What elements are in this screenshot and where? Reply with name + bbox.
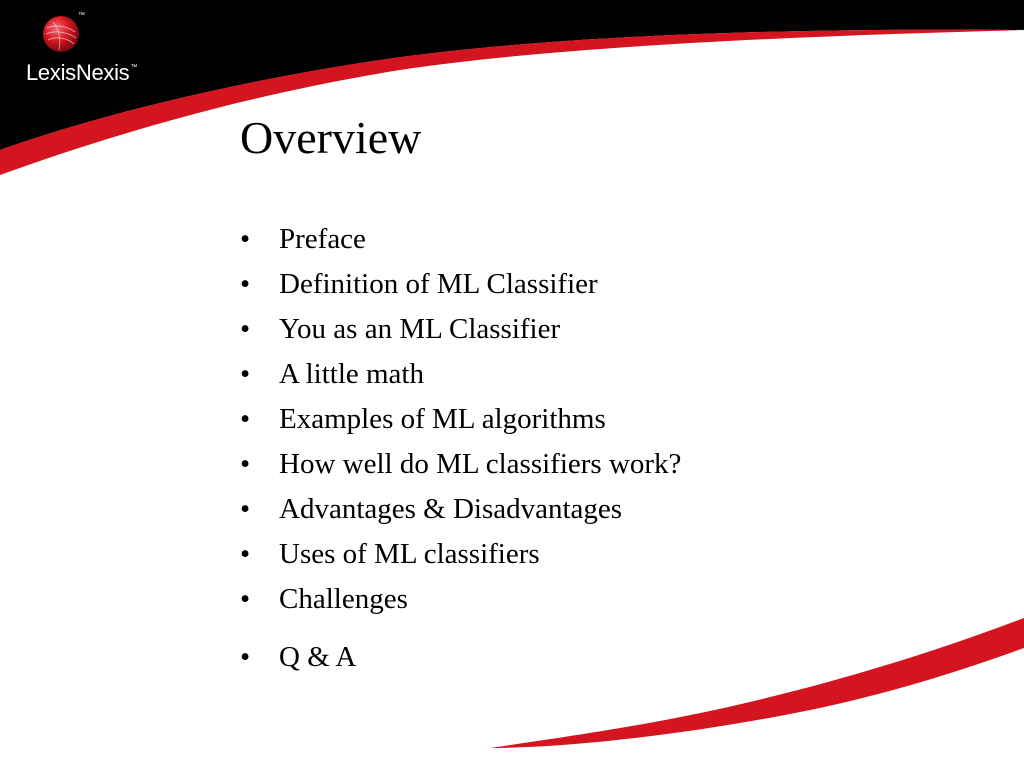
bullet-item xyxy=(240,262,681,307)
logo-wordmark-text: LexisNexis xyxy=(26,60,130,85)
bullet-text: Definition of ML Classifier xyxy=(279,268,598,300)
bullet-item xyxy=(240,635,681,680)
bullet-text: Challenges xyxy=(279,583,408,615)
bullet-item xyxy=(240,397,681,442)
slide-title: Overview xyxy=(240,112,422,163)
lexisnexis-logo xyxy=(26,12,176,92)
lexisnexis-globe-icon xyxy=(41,14,81,54)
bullet-marker: • xyxy=(240,448,251,480)
bullet-item xyxy=(240,352,681,397)
bullet-item xyxy=(240,577,681,622)
bullet-item xyxy=(240,442,681,487)
bullet-text: Uses of ML classifiers xyxy=(279,538,540,570)
bullet-item xyxy=(240,217,681,262)
bullet-item xyxy=(240,487,681,532)
bullet-text: Advantages & Disadvantages xyxy=(279,493,623,525)
logo-wordmark-trademark: ™ xyxy=(130,64,138,71)
bullet-item xyxy=(240,307,681,352)
bullet-marker: • xyxy=(240,538,251,570)
bullet-marker: • xyxy=(240,641,251,673)
bullet-list xyxy=(240,217,681,680)
bullet-marker: • xyxy=(240,223,251,255)
bullet-text: Q & A xyxy=(279,641,357,673)
bullet-item xyxy=(240,532,681,577)
bullet-text: A little math xyxy=(279,358,424,390)
bullet-marker: • xyxy=(240,268,251,300)
logo-trademark-mark: ™ xyxy=(78,12,85,19)
bullet-marker: • xyxy=(240,403,251,435)
bullet-marker: • xyxy=(240,358,251,390)
bullet-text: You as an ML Classifier xyxy=(279,313,561,345)
bullet-text: Preface xyxy=(279,223,366,255)
bullet-text: Examples of ML algorithms xyxy=(279,403,606,435)
bullet-marker: • xyxy=(240,583,251,615)
bullet-text: How well do ML classifiers work? xyxy=(279,448,682,480)
logo-wordmark xyxy=(26,60,137,86)
bullet-marker: • xyxy=(240,313,251,345)
bullet-marker: • xyxy=(240,493,251,525)
